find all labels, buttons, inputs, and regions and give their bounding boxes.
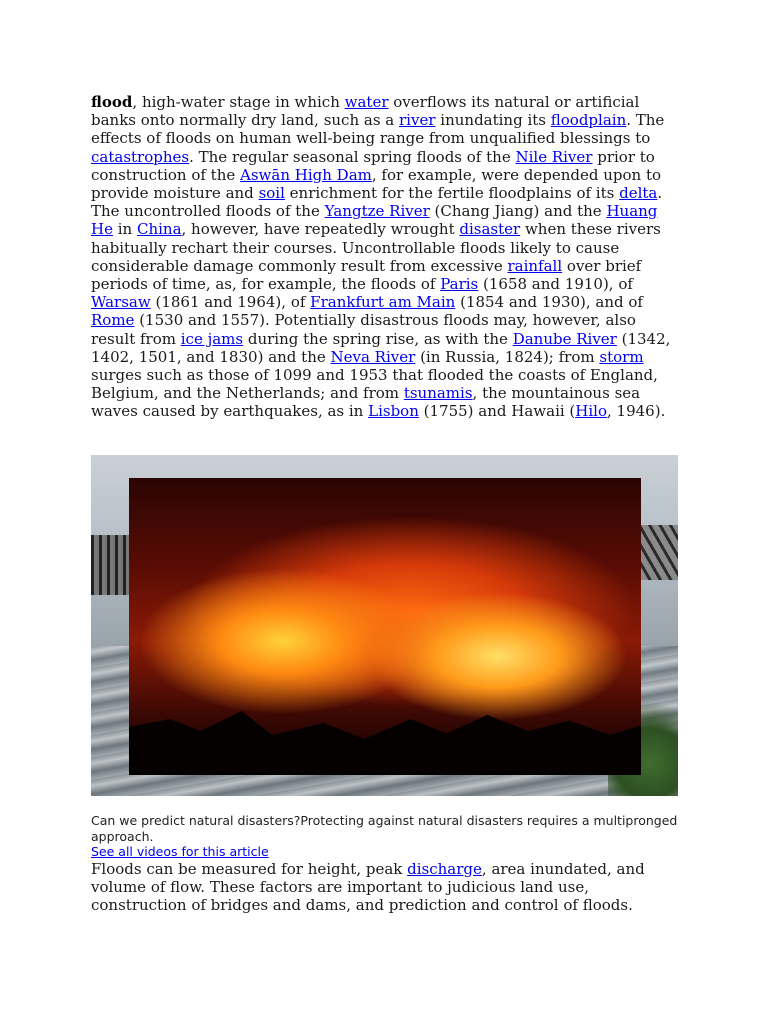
video-caption-block [91, 813, 681, 860]
link-delta[interactable]: delta [619, 184, 658, 203]
link-water[interactable]: water [344, 93, 389, 111]
link-discharge[interactable]: discharge [407, 860, 482, 878]
link-warsaw[interactable]: Warsaw [91, 293, 151, 312]
link-rainfall[interactable]: rainfall [507, 256, 563, 275]
text: when these rivers habitually rechart their courses. Uncontrollable floods likely to cause considerable damage commonly result from excessive [91, 220, 661, 275]
link-soil[interactable]: soil [258, 184, 285, 203]
text: (1755) and Hawaii ( [418, 402, 576, 421]
bridge-left [91, 535, 131, 595]
link-tsunamis[interactable]: tsunamis [403, 384, 473, 403]
video-thumbnail[interactable] [91, 455, 678, 796]
video-caption: Can we predict natural disasters?Protecting against natural disasters requires a multipronged approach. [91, 813, 678, 844]
intro-paragraph [91, 93, 681, 421]
bridge-right [638, 525, 678, 580]
text: (in Russia, 1824); from [415, 347, 600, 366]
text: in [112, 220, 137, 239]
article-body [91, 93, 681, 421]
link-china[interactable]: China [136, 220, 182, 239]
link-huang-he[interactable]: Huang He [91, 202, 658, 239]
link-rome[interactable]: Rome [91, 311, 135, 330]
text: (Chang Jiang) and the [429, 202, 607, 221]
link-hilo[interactable]: Hilo [575, 402, 608, 421]
link-disaster[interactable]: disaster [459, 220, 521, 239]
text: Floods can be measured for height, peak [91, 860, 408, 878]
link-floodplain[interactable]: floodplain [550, 111, 627, 130]
link-lisbon[interactable]: Lisbon [368, 402, 419, 421]
text: , high-water stage in which [132, 93, 345, 111]
building-silhouette [129, 695, 641, 775]
text: over brief periods of time, as, for example, the floods of [91, 256, 642, 294]
link-aswan-high-dam[interactable]: Aswān High Dam [240, 165, 372, 184]
link-danube-river[interactable]: Danube River [512, 329, 617, 348]
headword: flood [91, 93, 133, 111]
text: enrichment for the fertile floodplains of its [284, 184, 620, 203]
link-frankfurt-am-main[interactable]: Frankfurt am Main [310, 293, 456, 312]
text: , however, have repeatedly wrought [181, 220, 460, 239]
text: . The effects of floods on human well-being range from unqualified blessings to [91, 111, 665, 148]
text: (1658 and 1910), of [478, 275, 633, 294]
text: (1342, 1402, 1501, and 1830) and the [91, 329, 671, 366]
link-storm[interactable]: storm [599, 347, 644, 366]
text: (1861 and 1964), of [150, 293, 311, 312]
text: (1530 and 1557). Potentially disastrous floods may, however, also result from [91, 311, 636, 348]
text: surges such as those of 1099 and 1953 that flooded the coasts of England, Belgium, and the Netherlands; and from [91, 366, 658, 403]
text: . The uncontrolled floods of the [91, 184, 663, 221]
text: , for example, were depended upon to provide moisture and [91, 165, 662, 203]
link-yangtze-river[interactable]: Yangtze River [324, 202, 430, 221]
text: (1854 and 1930), and of [455, 293, 643, 312]
text: during the spring rise, as with the [243, 329, 513, 348]
link-river[interactable]: river [399, 111, 436, 130]
text: overflows its natural or artificial banks onto normally dry land, such as a [91, 93, 640, 130]
measurement-paragraph [91, 860, 681, 915]
text: , 1946). [607, 402, 666, 421]
link-nile-river[interactable]: Nile River [515, 147, 593, 166]
text: prior to construction of the [91, 147, 655, 184]
text: , the mountainous sea waves caused by earthquakes, as in [91, 384, 641, 421]
link-paris[interactable]: Paris [440, 275, 479, 294]
burning-buildings-image [129, 478, 641, 775]
text: , area inundated, and volume of flow. These factors are important to judicious land use, construction of bridges and dams, and prediction and control of floods. [91, 860, 645, 915]
link-catastrophes[interactable]: catastrophes [91, 147, 190, 166]
link-neva-river[interactable]: Neva River [330, 347, 416, 366]
link-ice-jams[interactable]: ice jams [180, 329, 244, 348]
text: . The regular seasonal spring floods of the [189, 147, 516, 166]
see-all-videos-link[interactable]: See all videos for this article [91, 844, 269, 860]
text: inundating its [435, 111, 551, 130]
